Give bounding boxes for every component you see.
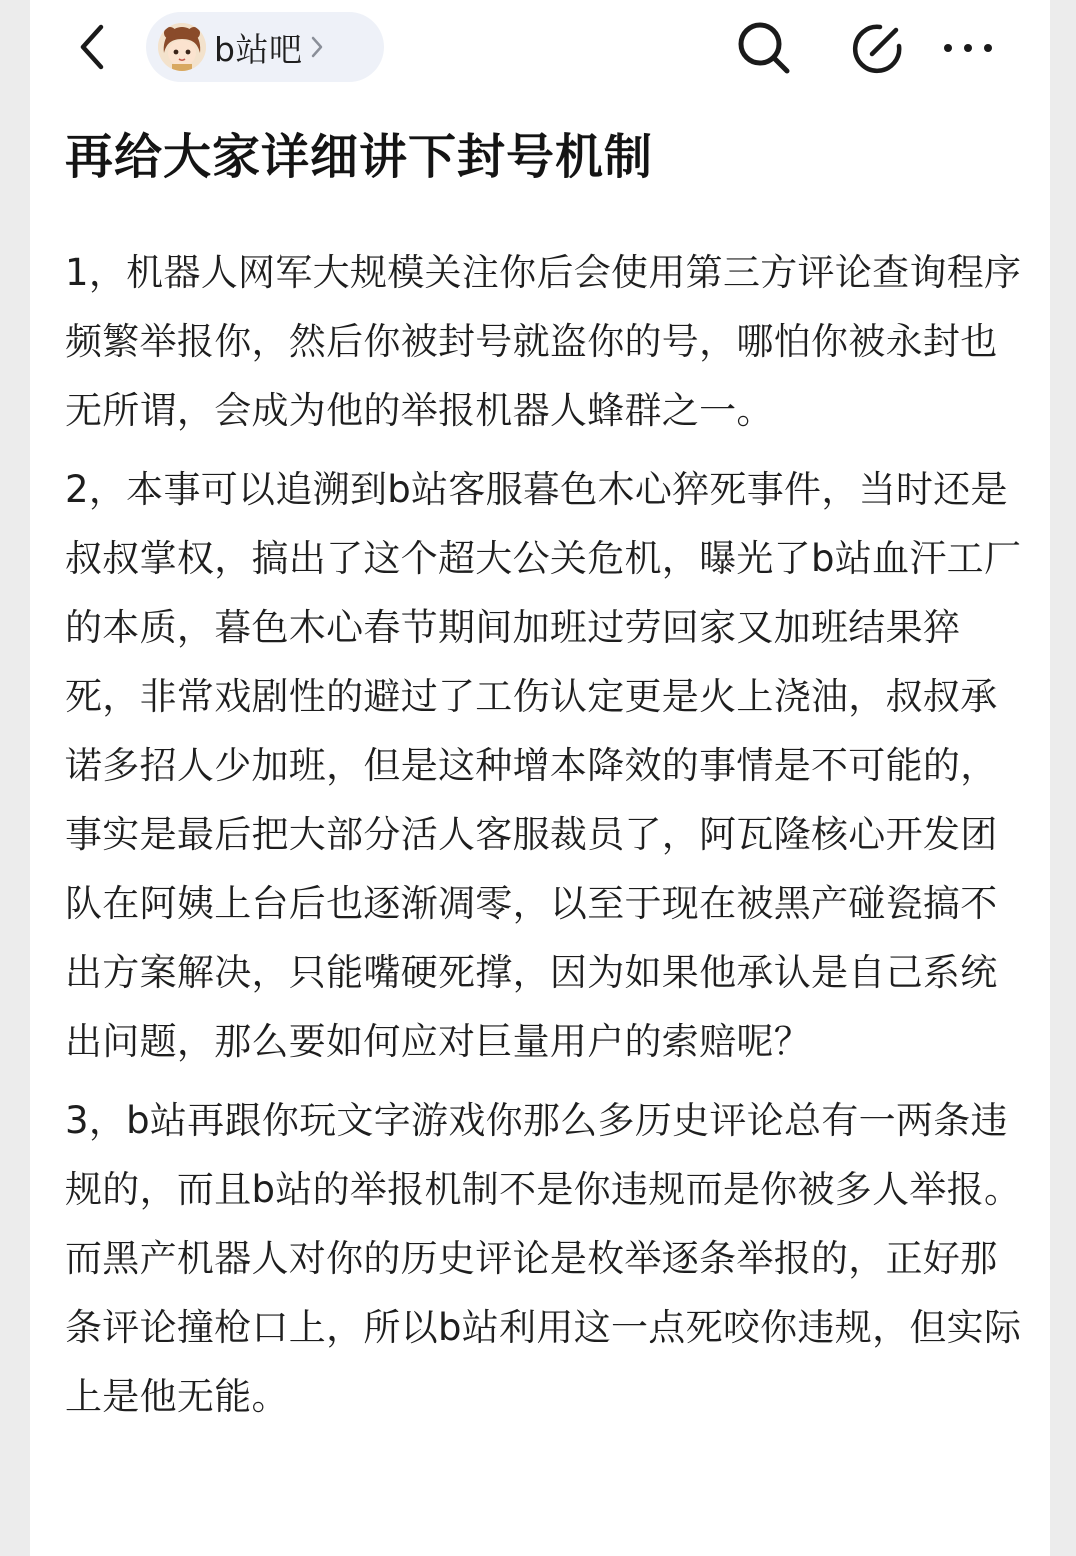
forum-avatar: [158, 23, 206, 71]
post-paragraph-3: 3，b站再跟你玩文字游戏你那么多历史评论总有一两条违规的，而且b站的举报机制不是你违规而是你被多人举报。而黑产机器人对你的历史评论是枚举逐条举报的，正好那条评论撞枪口上，所以b站利用这一点死咬你违规，但实际上是他无能。: [65, 1099, 1022, 1418]
post-paragraph-2: 2，本事可以追溯到b站客服暮色木心猝死事件，当时还是叔叔掌权，搞出了这个超大公关危机，曝光了b站血汗工厂的本质，暮色木心春节期间加班过劳回家又加班结果猝死，非常戏剧性的避过了工伤认定更是火上浇油，叔叔承诺多招人少加班，但是这种增本降效的事情是不可能的，事实是最后把大部分活人客服裁员了，阿瓦隆核心开发团队在阿姨上台后也逐渐凋零，以至于现在被黑产碰瓷搞不出方案解决，只能嘴硬死撑，因为如果他承认是自己系统出问题，那么要如何应对巨量用户的索赔呢？: [65, 468, 1022, 1063]
search-icon: [734, 18, 794, 78]
edit-icon: [850, 20, 906, 76]
forum-link[interactable]: [146, 12, 384, 82]
chevron-right-icon: [310, 35, 324, 59]
forum-name: b站吧: [214, 29, 303, 69]
back-button[interactable]: [70, 22, 114, 72]
more-button[interactable]: [936, 16, 1000, 80]
post-title: 再给大家详细讲下封号机制: [65, 129, 654, 185]
post-body: [65, 238, 1025, 1441]
post-paragraph-1: 1，机器人网军大规模关注你后会使用第三方评论查询程序频繁举报你，然后你被封号就盗你的号，哪怕你被永封也无所谓，会成为他的举报机器人蜂群之一。: [65, 251, 1022, 432]
chevron-left-icon: [77, 23, 107, 71]
post-page: [30, 0, 1050, 1556]
more-horizontal-icon: [938, 38, 998, 58]
top-navigation-bar: [30, 0, 1050, 96]
edit-button[interactable]: [846, 16, 910, 80]
search-button[interactable]: [732, 16, 796, 80]
